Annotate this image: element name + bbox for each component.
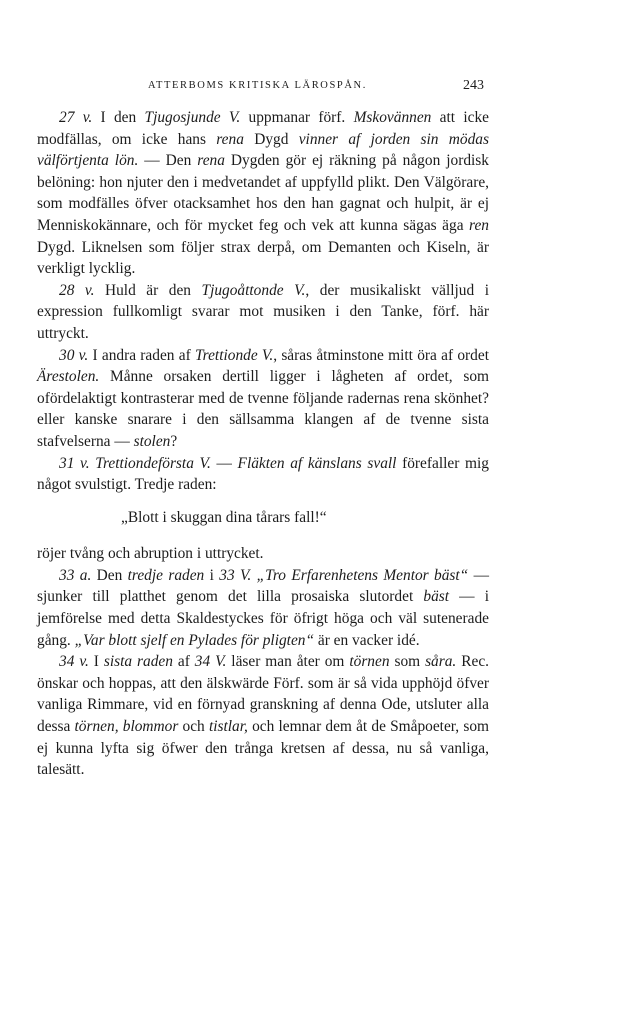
italic-run: rena — [216, 130, 244, 148]
paragraph-p27 — [37, 107, 489, 280]
body-text — [37, 107, 489, 781]
paragraph-p33 — [37, 565, 489, 651]
italic-run: Tjugosjunde V. — [144, 109, 241, 126]
italic-run: rena — [197, 152, 225, 170]
text-run: som — [389, 653, 426, 671]
italic-run: 31 v. — [59, 454, 90, 472]
italic-run: Fläkten af känslans svall — [237, 454, 397, 472]
text-run: Dygd. Liknelsen som följer strax derpå, om Demanten och Kiseln, är verkligt lycklig. — [37, 238, 489, 278]
text-run: och — [178, 718, 209, 736]
text-run: — Den — [138, 152, 198, 170]
text-run: ? — [170, 432, 178, 450]
text-run: I andra raden af — [88, 346, 195, 364]
italic-run: törnen — [349, 653, 390, 671]
text-run: „Blott i skuggan dina tårars fall!“ — [121, 508, 327, 526]
italic-run: Ärestolen. — [37, 368, 100, 386]
italic-run: 34 v. — [59, 653, 89, 671]
italic-run: sista raden — [103, 653, 173, 671]
text-run: Månne orsaken dertill ligger i lågheten af ordet, som ofördelaktigt kontrasterar med de tvenne följande radernas rena skönhet? eller kanske snarare i den sällsamma klangen af de tvenne sista stafvelserna — — [37, 368, 489, 450]
italic-run: 27 v. — [59, 109, 93, 126]
text-run: — i jemförelse med detta Skaldestyckes för öfrigt höga och väl sutenerade gång. — [37, 588, 489, 649]
italic-run: ren — [469, 216, 489, 234]
paragraph-p31b — [37, 543, 489, 565]
italic-run: vinner af jorden sin mödas välförtjenta lön. — [37, 130, 489, 170]
text-run: Den — [91, 566, 128, 584]
text-run: Rec. önskar och hoppas, att den älskwärde Förf. som är så vida upphöjd öfver vanliga Rimmare, vid en förnyad granskning af denna Ode, utsluter alla dessa — [37, 653, 489, 736]
text-run: I den — [92, 109, 145, 126]
text-run: i — [204, 566, 220, 584]
italic-run: 30 v. — [59, 346, 89, 364]
text-run: röjer tvång och abruption i uttrycket. — [37, 545, 264, 563]
italic-run: 28 v. — [59, 281, 95, 299]
page-number: 243 — [463, 78, 484, 93]
paragraph-p31 — [37, 453, 489, 496]
text-run: förefaller mig något svulstigt. Tredje raden: — [37, 454, 489, 494]
italic-run: stolen — [133, 432, 171, 450]
italic-run: „Var blott sjelf en Pylades för pligten“ — [74, 631, 315, 649]
italic-run: Mskovännen — [353, 109, 432, 126]
italic-run: bäst — [423, 588, 450, 606]
italic-run: Trettiondeförsta V. — [95, 454, 211, 472]
text-run: af — [172, 653, 195, 671]
text-run: — sjunker till platthet genom det lilla prosaiska slutordet — [37, 566, 489, 606]
paragraph-p34 — [37, 651, 489, 781]
italic-run: „Tro Erfarenhetens Mentor bäst“ — [256, 566, 469, 584]
text-run: I — [88, 653, 104, 671]
text-run: att icke modfällas, om icke hans — [37, 109, 490, 148]
running-head — [148, 76, 484, 96]
italic-run: tredje raden — [127, 566, 205, 584]
text-run: läser man åter om — [226, 653, 350, 671]
italic-run: 33 a. — [59, 566, 92, 584]
text-run: Dygd — [243, 130, 299, 148]
text-run: Dygden gör ej räkning på någon jordisk belöning: hon njuter den i medvetandet af uppfylld plikt. Den Välgörare, som modfälles öfver otacksamhet hos den han gagnat och hulpit, är ej Menniskokännare, och för mycket feg och vek att kunna sägas äga — [37, 152, 489, 234]
italic-run: 34 V. — [194, 653, 227, 671]
paragraph-p28 — [37, 280, 489, 345]
text-run: , der musikaliskt välljud i expression fullkomligt svarar mot musiken i den Tanke, förf. här uttryckt. — [37, 281, 489, 342]
italic-run: tistlar, — [208, 718, 248, 736]
italic-run: såra. — [425, 653, 457, 671]
text-run: och lemnar dem åt de Småpoeter, som ej kunna lyfta sig öfwer den trånga kretsen af dessa, nu så vanliga, talesätt. — [37, 718, 489, 779]
text-run: Huld är den — [94, 281, 202, 299]
italic-run: 33 V. — [219, 566, 252, 584]
text-run: — — [210, 454, 238, 472]
quoted-verse — [37, 507, 489, 529]
running-title: ATTERBOMS KRITISKA LÄROSPÅN. — [148, 80, 367, 91]
italic-run: törnen, blommor — [74, 718, 179, 736]
text-run: uppmanar förf. — [240, 109, 354, 126]
italic-run: Trettionde V. — [194, 346, 274, 364]
paragraph-p30 — [37, 345, 489, 453]
italic-run: Tjugoåttonde V. — [201, 281, 306, 299]
text-run: är en vacker idé. — [314, 631, 420, 649]
text-run: , såras åtminstone mitt öra af ordet — [273, 346, 489, 364]
